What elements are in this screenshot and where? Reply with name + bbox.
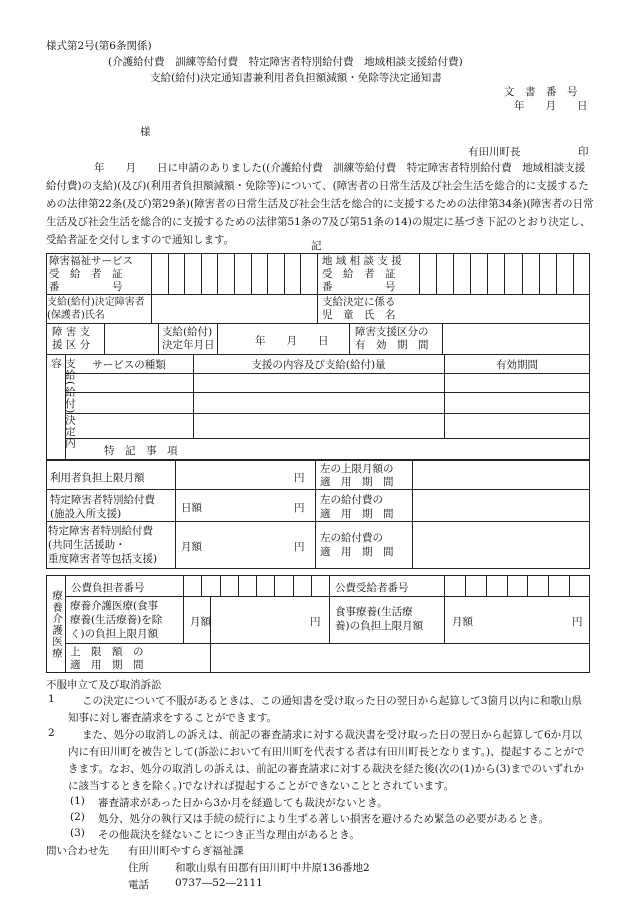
limit-period-label: 左の上限月額の 適 用 期 間 [320, 463, 394, 488]
decision-date-value: 年 月 日 [255, 335, 329, 347]
limit-yen: 円 [294, 472, 305, 484]
group-period-label: 左の給付費の 適 用 期 間 [320, 532, 394, 558]
contact-address: 和歌山県有田郡有田川町中井原136番地2 [175, 862, 370, 874]
appeal-sub2-text: 処分、処分の執行又は手続の続行により生ずる著しい損害を避けるため緊急の必要があるとき。 [98, 813, 550, 825]
appeal-sub3-number: (3) [70, 827, 85, 839]
child-name-label: 支給決定に係る 児 童 氏 名 [322, 296, 396, 321]
facility-period-label: 左の給付費の 適 用 期 間 [320, 494, 394, 520]
decision-date-label: 支給(給付) 決定年月日 [162, 326, 215, 351]
medical-yen: 円 [310, 616, 321, 628]
document-number-label: 文 書 番 号 [504, 86, 578, 98]
facility-benefit-label: 特定障害者特別給付費 (施設入所支援) [50, 494, 155, 520]
medical-period-label: 上 限 額 の 適 用 期 間 [70, 646, 144, 671]
appeal-item2-text: また、処分の取消しの訴えは、前記の審査請求に対する裁決書を受け取った日の翌日から起算して6か月以内に有田川町を被告として(訴訟において有田川町を代表する者は有田川町長となります。)、提起することができます。なお、処分の取消しの訴えは、前記の審査請求に対する裁決を経た後(次の(1)から(3)までのいずれかに該当するときを除く。)でなければ提起することができないこととされています。 [68, 729, 585, 792]
decision-content-side-label: 支給(給付)決定内容 [50, 358, 76, 449]
appeal-sub1-number: (1) [70, 795, 85, 807]
recipient-suffix: 様 [140, 126, 151, 138]
appeal-sub2-number: (2) [70, 811, 85, 823]
facility-yen: 円 [294, 502, 305, 514]
appeal-item1-number: 1 [48, 693, 55, 705]
decided-person-label: 支給(給付)決定障害者 (保護者)氏名 [47, 297, 145, 321]
appeal-sub1-text: 審査請求があった日から3か月を経過しても裁決がないとき。 [98, 797, 388, 809]
group-benefit-label: 特定障害者特別給付費 (共同生活援助・ 重度障害者等包括支援) [48, 525, 158, 565]
contact-address-label: 住所 [128, 862, 149, 874]
ki-heading: 記 [311, 240, 322, 252]
facility-daily-label: 日額 [181, 502, 202, 514]
meal-limit-label: 食事療養(生活療 養)の負担上限月額 [335, 606, 424, 632]
appeal-item2-number: 2 [48, 727, 55, 739]
medical-monthly-label: 月額 [190, 616, 211, 628]
service-type-header: サービスの種類 [92, 359, 166, 371]
limit-label: 利用者負担上限月額 [50, 472, 145, 484]
issue-date: 年 月 日 [514, 100, 588, 112]
receiver-number-label: 公費受給者番号 [335, 582, 409, 594]
group-monthly-label: 月額 [181, 541, 202, 553]
contact-phone-label: 電話 [128, 879, 149, 891]
intro-paragraph: 年 月 日に申請のありました((介護給付費 訓練等給付費 特定障害者特別給付費 地域相談支援給付費)の支給)(及び)(利用者負担額減額・免除等)について、(障害者の日常生活及び社会生活を総合的に支援するための法律第22条(及び)第29条)(障害者の日常生活及び社会生活を総合的に支援するための法律第34条)(障害者の日常生活及び社会生活を総合的に支援するための法律第51条の7及び第51条の14)の規定に基づき下記のとおり決定し、受給者証を交付しますので通知します。 [46, 162, 594, 246]
appeal-sub3-text: その他裁決を経ないことにつき正当な理由があるとき。 [98, 829, 360, 841]
medical-limit-label: 療養介護医療(食事 療養(生活療養)を除 く)の負担上限月額 [70, 600, 163, 640]
appeal-item1-text: この決定について不服があるときは、この通知書を受け取った日の翌日から起算して3箇月以内に和歌山県知事に対し審査請求をすることができます。 [68, 695, 582, 724]
payer-number-label: 公費負担者番号 [71, 582, 145, 594]
meal-monthly-label: 月額 [452, 616, 473, 628]
seal-mark: 印 [578, 146, 589, 158]
contact-label: 問い合わせ先 [46, 845, 109, 857]
recipient-number-label: 障害福祉サービス 受 給 者 証 番 号 [49, 255, 133, 293]
special-notes-label: 特 記 事 項 [104, 445, 178, 457]
group-yen: 円 [294, 541, 305, 553]
appeal-heading: 不服申立て及び取消訴訟 [46, 679, 162, 691]
form-title: 支給(給付)決定通知書兼利用者負担額減額・免除等決定通知書 [150, 72, 442, 84]
support-amount-header: 支援の内容及び支給(給付)量 [251, 359, 386, 371]
valid-period-header: 有効期間 [496, 359, 538, 371]
form-number: 様式第2号(第6条関係) [46, 40, 152, 52]
issuer-name: 有田川町長 [468, 146, 521, 158]
valid-period-label: 障害支援区分の 有 効 期 間 [355, 326, 429, 351]
medical-side-label: 療養介護医療 [51, 590, 63, 659]
consult-number-label: 地 域 相 談 支 援 受 給 者 証 番 号 [322, 255, 402, 293]
contact-department: 有田川町やすらぎ福祉課 [128, 845, 244, 857]
meal-yen: 円 [572, 616, 583, 628]
disability-class-label: 障 害 支 援 区 分 [52, 326, 91, 351]
form-subtitle: (介護給付費 訓練等給付費 特定障害者特別給付費 地域相談支援給付費) [108, 56, 463, 68]
contact-phone: 0737―52―2111 [175, 877, 263, 889]
